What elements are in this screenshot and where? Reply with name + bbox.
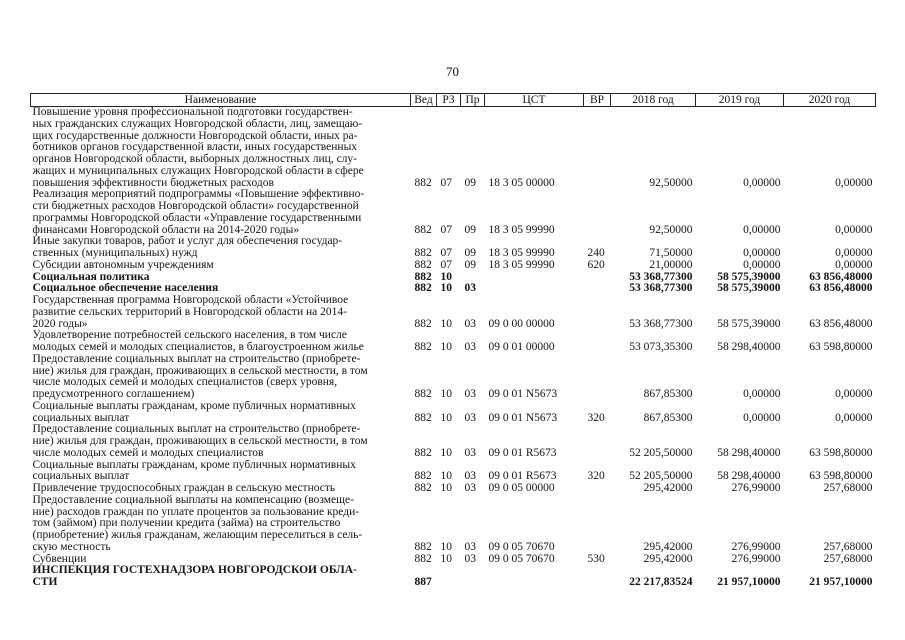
cell-cst: 18 3 05 99990 bbox=[488, 259, 555, 271]
cell-pr: 03 bbox=[464, 553, 476, 565]
cell-vr bbox=[584, 565, 611, 589]
table-body bbox=[31, 107, 876, 589]
cell-rz: 10 bbox=[440, 341, 452, 353]
header-2019: 2019 год bbox=[696, 94, 784, 107]
table-row bbox=[31, 330, 876, 354]
cell-name: Предоставление социальных выплат на строительство (приобрете- ние) жилья для граждан, проживающих в сельской местности, в том числе молодых семей и молодых специалистов bbox=[32, 424, 368, 459]
cell-rz: 07 bbox=[440, 223, 452, 236]
cell-cst bbox=[485, 283, 584, 295]
cell-rz: 07 bbox=[440, 176, 452, 189]
cell-2019: 58 575,39000 bbox=[717, 283, 781, 295]
cell-ved: 882 bbox=[414, 483, 432, 494]
cell-rz: 10 bbox=[440, 470, 452, 483]
cell-ved: 882 bbox=[414, 223, 432, 236]
cell-2020: 257,68000 bbox=[823, 483, 873, 494]
cell-pr: 03 bbox=[464, 470, 476, 483]
cell-name: Социальное обеспечение населения bbox=[32, 283, 219, 295]
cell-cst: 09 0 01 00000 bbox=[488, 341, 555, 353]
cell-cst: 18 3 05 99990 bbox=[488, 247, 555, 259]
cell-name: Государственная программа Новгородской области «Устойчивое развитие сельских территорий в Новгородской области на 2014- 2020 годы» bbox=[32, 295, 349, 330]
cell-cst: 18 3 05 00000 bbox=[488, 176, 555, 189]
table-row bbox=[31, 460, 876, 484]
cell-2018: 92,50000 bbox=[649, 223, 693, 236]
cell-name: Иные закупки товаров, работ и услуг для обеспечения государ- ственных (муниципальных) нужд bbox=[32, 236, 343, 259]
cell-rz: 10 bbox=[440, 388, 452, 400]
cell-2019: 58 298,40000 bbox=[717, 470, 781, 483]
cell-2019: 276,99000 bbox=[731, 540, 781, 553]
cell-2019: 0,00000 bbox=[743, 223, 781, 236]
cell-pr: 09 bbox=[464, 176, 476, 189]
cell-vr bbox=[584, 189, 611, 236]
cell-rz: 10 bbox=[440, 553, 452, 565]
cell-2019: 21 957,10000 bbox=[717, 576, 781, 588]
cell-rz: 10 bbox=[440, 317, 452, 330]
cell-pr: 09 bbox=[464, 259, 476, 271]
cell-ved: 882 bbox=[414, 553, 432, 565]
cell-rz: 07 bbox=[440, 247, 452, 259]
cell-rz bbox=[437, 565, 461, 589]
cell-cst: 09 0 05 70670 bbox=[488, 553, 555, 565]
cell-cst: 18 3 05 99990 bbox=[488, 223, 555, 236]
cell-pr: 03 bbox=[464, 317, 476, 330]
cell-2020: 63 598,80000 bbox=[809, 470, 873, 483]
cell-cst: 09 0 05 00000 bbox=[488, 483, 555, 494]
table-row bbox=[31, 354, 876, 401]
header-row bbox=[31, 94, 876, 107]
table-row bbox=[31, 495, 876, 554]
table-row bbox=[31, 565, 876, 589]
cell-pr: 03 bbox=[464, 341, 476, 353]
cell-2020: 0,00000 bbox=[835, 388, 873, 400]
cell-ved: 882 bbox=[414, 446, 432, 459]
cell-ved: 882 bbox=[414, 540, 432, 553]
cell-2019: 276,99000 bbox=[731, 553, 781, 565]
cell-ved: 882 bbox=[414, 411, 432, 424]
cell-2020: 63 856,48000 bbox=[809, 283, 873, 295]
cell-ved: 882 bbox=[414, 247, 432, 259]
cell-2018: 295,42000 bbox=[643, 540, 693, 553]
cell-ved: 887 bbox=[414, 576, 432, 588]
cell-2020: 63 598,80000 bbox=[809, 341, 873, 353]
cell-name: Удовлетворение потребностей сельского населения, в том числе молодых семей и молодых специалистов, в благоустроенном жилье bbox=[32, 330, 364, 353]
cell-2018: 53 368,77300 bbox=[629, 271, 693, 283]
cell-ved: 882 bbox=[414, 388, 432, 400]
table-row bbox=[31, 401, 876, 425]
cell-cst: 09 0 01 R5673 bbox=[488, 470, 557, 483]
cell-vr bbox=[584, 424, 611, 459]
cell-2020: 0,00000 bbox=[835, 259, 873, 271]
cell-2018: 71,50000 bbox=[649, 247, 693, 259]
cell-rz: 10 bbox=[440, 446, 452, 459]
cell-2019: 58 298,40000 bbox=[717, 446, 781, 459]
cell-vr bbox=[584, 330, 611, 354]
cell-2019: 276,99000 bbox=[731, 483, 781, 494]
cell-cst bbox=[485, 565, 584, 589]
table-row bbox=[31, 483, 876, 495]
header-cst: ЦСТ bbox=[485, 94, 584, 107]
table-row bbox=[31, 189, 876, 236]
cell-rz: 10 bbox=[440, 483, 452, 494]
cell-ved: 882 bbox=[414, 176, 432, 189]
page-number: 70 bbox=[446, 64, 459, 79]
cell-2020: 63 598,80000 bbox=[809, 446, 873, 459]
cell-2018: 22 217,83524 bbox=[629, 576, 693, 588]
cell-2018: 52 205,50000 bbox=[629, 470, 693, 483]
cell-2020: 63 856,48000 bbox=[809, 271, 873, 283]
cell-vr bbox=[584, 483, 611, 495]
cell-2020: 257,68000 bbox=[823, 553, 873, 565]
cell-vr: 620 bbox=[587, 259, 605, 271]
table-row bbox=[31, 283, 876, 295]
cell-pr bbox=[461, 272, 485, 284]
cell-ved: 882 bbox=[414, 317, 432, 330]
cell-vr: 240 bbox=[587, 247, 605, 259]
cell-name: Субсидии автономным учреждениям bbox=[32, 259, 214, 271]
cell-pr: 09 bbox=[464, 223, 476, 236]
cell-2019: 0,00000 bbox=[743, 176, 781, 189]
cell-ved: 882 bbox=[414, 341, 432, 353]
cell-2019: 0,00000 bbox=[743, 411, 781, 424]
cell-cst: 09 0 01 N5673 bbox=[488, 388, 558, 400]
cell-vr: 530 bbox=[587, 553, 605, 565]
cell-name: Предоставление социальной выплаты на компенсацию (возмеще- ние) расходов граждан по уплате процентов за пользование креди- том (займом) при получении кредита (займа) на строительство (приобретение) жилья гражданам, желающим переселиться в сель- скую местность bbox=[32, 494, 363, 553]
cell-name: Предоставление социальных выплат на строительство (приобрете- ние) жилья для граждан, проживающих в сельской местности, в том числе молодых семей и молодых специалистов (сверх уровня, предусмотренного соглашением) bbox=[32, 353, 368, 400]
cell-vr bbox=[584, 283, 611, 295]
cell-pr: 09 bbox=[464, 247, 476, 259]
cell-2020: 0,00000 bbox=[835, 411, 873, 424]
cell-rz: 10 bbox=[440, 283, 452, 295]
header-pr: Пр bbox=[461, 94, 485, 107]
cell-vr: 320 bbox=[587, 470, 605, 483]
cell-2018: 867,85300 bbox=[643, 388, 693, 400]
cell-name: Повышение уровня профессиональной подготовки государствен- ных гражданских служащих Новгородской области, лиц, замещаю- щих государственные должности Новгородской области, иных ра- ботников органов государственной власти, иных государственных органов Новгородской области, выборных должностных лиц, слу- жащих и муниципальных служащих Новгородской области в сфере повышения эффективности бюджетных расходов bbox=[32, 106, 364, 189]
cell-pr: 03 bbox=[464, 411, 476, 424]
cell-2020: 257,68000 bbox=[823, 540, 873, 553]
cell-2018: 92,50000 bbox=[649, 176, 693, 189]
table-header bbox=[31, 94, 876, 107]
cell-2018: 21,00000 bbox=[649, 259, 693, 271]
cell-2018: 53 073,35300 bbox=[629, 341, 693, 353]
table-row bbox=[31, 236, 876, 260]
cell-2019: 0,00000 bbox=[743, 247, 781, 259]
header-name: Наименование bbox=[31, 94, 411, 107]
cell-2020: 21 957,10000 bbox=[809, 576, 873, 588]
table-row bbox=[31, 272, 876, 284]
cell-2020: 0,00000 bbox=[835, 176, 873, 189]
cell-2020: 0,00000 bbox=[835, 247, 873, 259]
cell-2019: 0,00000 bbox=[743, 259, 781, 271]
cell-pr: 03 bbox=[464, 540, 476, 553]
cell-rz: 10 bbox=[440, 271, 452, 283]
cell-rz: 10 bbox=[440, 540, 452, 553]
table-row bbox=[31, 260, 876, 272]
cell-ved: 882 bbox=[414, 259, 432, 271]
cell-pr: 03 bbox=[464, 388, 476, 400]
cell-rz: 07 bbox=[440, 259, 452, 271]
header-rz: РЗ bbox=[437, 94, 461, 107]
cell-cst bbox=[485, 272, 584, 284]
cell-2018: 52 205,50000 bbox=[629, 446, 693, 459]
cell-2018: 53 368,77300 bbox=[629, 317, 693, 330]
cell-2018: 867,85300 bbox=[643, 411, 693, 424]
cell-pr: 03 bbox=[464, 283, 476, 295]
table-row bbox=[31, 107, 876, 190]
cell-ved: 882 bbox=[414, 470, 432, 483]
cell-2018: 53 368,77300 bbox=[629, 283, 693, 295]
header-2020: 2020 год bbox=[784, 94, 876, 107]
cell-vr bbox=[584, 495, 611, 554]
header-ved: Вед bbox=[411, 94, 437, 107]
cell-vr bbox=[584, 295, 611, 330]
table-row bbox=[31, 424, 876, 459]
cell-cst: 09 0 05 70670 bbox=[488, 540, 555, 553]
cell-name: Социальные выплаты гражданам, кроме публичных нормативных социальных выплат bbox=[32, 400, 356, 424]
cell-2019: 0,00000 bbox=[743, 388, 781, 400]
cell-2020: 0,00000 bbox=[835, 223, 873, 236]
cell-2018: 295,42000 bbox=[643, 553, 693, 565]
cell-pr: 03 bbox=[464, 483, 476, 494]
cell-rz: 10 bbox=[440, 411, 452, 424]
cell-cst: 09 0 00 00000 bbox=[488, 317, 555, 330]
cell-vr bbox=[584, 354, 611, 401]
budget-table bbox=[30, 93, 876, 589]
cell-ved: 882 bbox=[414, 283, 432, 295]
cell-cst: 09 0 01 R5673 bbox=[488, 446, 557, 459]
table-row bbox=[31, 554, 876, 566]
cell-name: Социальные выплаты гражданам, кроме публичных нормативных социальных выплат bbox=[32, 459, 356, 483]
cell-name: Социальная политика bbox=[32, 271, 150, 283]
cell-name: Субвенции bbox=[32, 553, 87, 565]
cell-vr: 320 bbox=[587, 411, 605, 424]
cell-name: Привлечение трудоспособных граждан в сельскую местность bbox=[32, 483, 336, 494]
cell-ved: 882 bbox=[414, 271, 432, 283]
cell-pr bbox=[461, 565, 485, 589]
cell-2019: 58 575,39000 bbox=[717, 317, 781, 330]
cell-2020: 63 856,48000 bbox=[809, 317, 873, 330]
cell-vr bbox=[584, 107, 611, 190]
cell-pr: 03 bbox=[464, 446, 476, 459]
cell-cst: 09 0 01 N5673 bbox=[488, 411, 558, 424]
header-vr: ВР bbox=[584, 94, 611, 107]
header-2018: 2018 год bbox=[611, 94, 696, 107]
cell-2018: 295,42000 bbox=[643, 483, 693, 494]
table-row bbox=[31, 295, 876, 330]
cell-name: ИНСПЕКЦИЯ ГОСТЕХНАДЗОРА НОВГОРОДСКОЙ ОБЛА- СТИ bbox=[32, 565, 357, 588]
cell-2019: 58 575,39000 bbox=[717, 271, 781, 283]
cell-name: Реализация мероприятий подпрограммы «Повышение эффективно- сти бюджетных расходов Новгородской области» государственной программы Новгородской области «Управление государственными финансами Новгородской области на 2014-2020 годы» bbox=[32, 189, 365, 236]
cell-2019: 58 298,40000 bbox=[717, 341, 781, 353]
cell-vr bbox=[584, 272, 611, 284]
